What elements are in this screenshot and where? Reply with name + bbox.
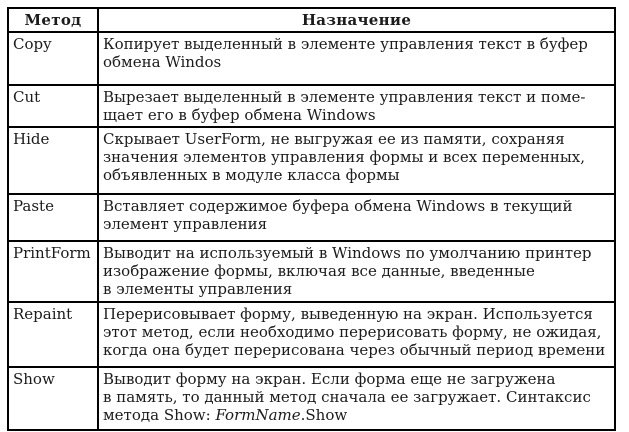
table-header-purpose: Назначение: [98, 8, 615, 32]
purpose-cell: Вставляет содержимое буфера обмена Windows в текущий элемент управления: [98, 194, 615, 241]
table-row: [8, 85, 615, 127]
method-cell: Repaint: [8, 302, 98, 367]
purpose-cell: Вырезает выделенный в элементе управления текст и поме- щает его в буфер обмена Windows: [98, 85, 615, 127]
table-row: [8, 241, 615, 302]
method-cell: Copy: [8, 32, 98, 85]
purpose-cell: Выводит форму на экран. Если форма еще не загружена в память, то данный метод сначала ее загружает. Синтаксис метода Show: FormName.Show: [98, 367, 615, 430]
table-row: [8, 194, 615, 241]
purpose-cell: Перерисовывает форму, выведенную на экран. Используется этот метод, если необходимо перерисовать форму, не ожидая, когда она будет перерисована через обычный период времени: [98, 302, 615, 367]
method-cell: Paste: [8, 194, 98, 241]
table-header-row: [8, 8, 615, 32]
table-body: [8, 32, 615, 430]
table-row: [8, 127, 615, 194]
purpose-cell: Скрывает UserForm, не выгружая ее из памяти, сохраняя значения элементов управления формы и всех переменных, объявленных в модуле класса формы: [98, 127, 615, 194]
method-cell: Show: [8, 367, 98, 430]
table-row: [8, 32, 615, 85]
method-cell: PrintForm: [8, 241, 98, 302]
purpose-cell: Выводит на используемый в Windows по умолчанию принтер изображение формы, включая все данные, введенные в элементы управления: [98, 241, 615, 302]
method-cell: Hide: [8, 127, 98, 194]
table-header-method: Метод: [8, 8, 98, 32]
method-cell: Cut: [8, 85, 98, 127]
purpose-cell: Копирует выделенный в элементе управления текст в буфер обмена Windos: [98, 32, 615, 85]
userform-methods-table: [7, 7, 616, 431]
table-row: [8, 367, 615, 430]
table-row: [8, 302, 615, 367]
